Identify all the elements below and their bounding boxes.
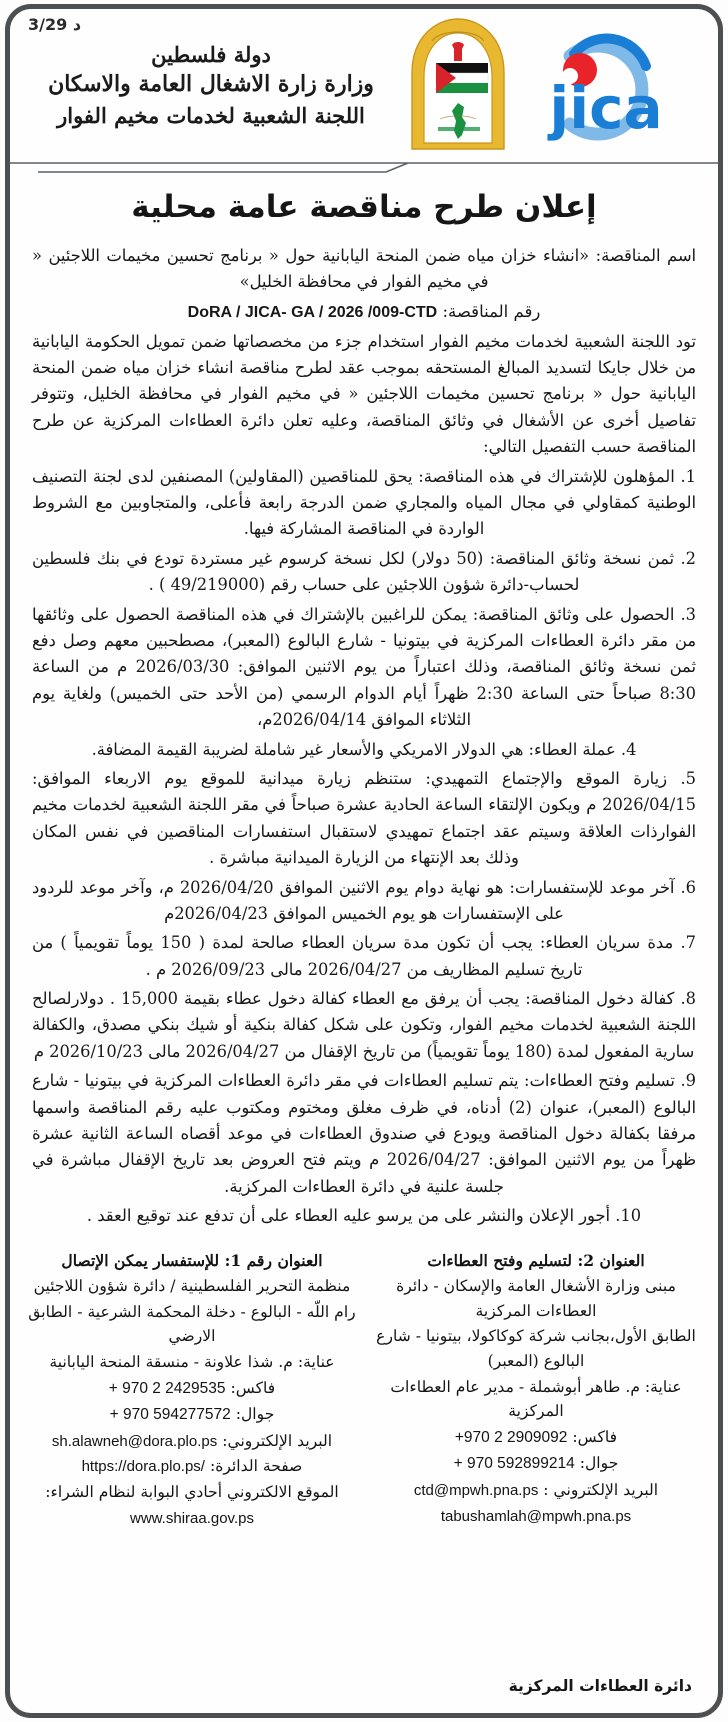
contact2-fax-label: فاكس: [572, 1427, 618, 1446]
contact2-email-value-2[interactable]: tabushamlah@mpwh.pna.ps [440, 1507, 632, 1525]
contact1-portal-value[interactable]: www.shiraa.gov.ps [130, 1509, 254, 1527]
svg-text:jica: jica [549, 74, 663, 142]
tender-number-value: DoRA / JICA- GA / 2026 /009-CTD [187, 303, 438, 321]
contact-address-2 [372, 1249, 700, 1530]
contact1-address: رام اللّه - البالوع - دخلة المحكمة الشرعية - الطابق الارضي [28, 1302, 356, 1346]
clause-10-text: أجور الإعلان والنشر على من يرسو عليه العطاء على أن تدفع عند توقيع العقد . [86, 1206, 611, 1226]
tender-name-label: اسم المناقصة: [595, 246, 696, 265]
contact2-email-value[interactable]: ctd@mpwh.pna.ps [413, 1481, 539, 1499]
plo-emblem-icon [402, 11, 514, 159]
contact-address-1 [28, 1249, 356, 1532]
page-content [10, 9, 718, 1713]
contact1-email [28, 1429, 356, 1454]
contact2-email-label: البريد الإلكتروني : [543, 1480, 659, 1499]
clause-8-number: 8. [680, 989, 696, 1009]
clause-9-text: تسليم وفتح العطاءات: يتم تسليم العطاءات في مقر دائرة العطاءات المركزية في بيتونيا - شارع البالوع (المعبر)، عنوان (2) أدناه، في ظرف مغلق ومختوم ومكتوب عليه رقم المناقصة واسمها مرفقا بكفالة دخول المناقصة ويودع في صندوق العطاءات في موعد أقصاه الساعة الثانية عشرة ظهراً من يوم الاثنين الموافق: 2026/04/27 م ويتم فتح العروض بعد تاريخ الإقفال مباشرة في جلسة علنية في دائرة العطاءات المركزية. [32, 1071, 696, 1196]
page-title: إعلان طرح مناقصة عامة محلية [131, 189, 597, 225]
header-divider [10, 161, 718, 177]
clause-8 [32, 986, 696, 1065]
contact2-fax [372, 1425, 700, 1450]
clause-7 [32, 930, 696, 983]
contact1-portal-value-row [28, 1506, 356, 1531]
clause-6 [32, 875, 696, 928]
contact1-organization: منظمة التحرير الفلسطينية / دائرة شؤون اللاجئين [33, 1277, 351, 1296]
contacts-section [10, 1233, 718, 1532]
contact1-email-label: البريد الإلكتروني: [222, 1431, 333, 1450]
header-ministry-text [18, 40, 398, 131]
clause-3-number: 3. [680, 604, 696, 624]
contact2-mobile-value: + 970 592899214 [453, 1455, 575, 1473]
header-line-ministry: وزارة زارة الاشغال العامة والاسكان [48, 71, 374, 98]
tender-number-label: رقم المناقصة: [442, 301, 541, 321]
clause-1-text: المؤهلون للإشتراك في هذه المناقصة: يحق للمناقصين (المقاولين) المصنفين لدى لجنة التصنيف الوطنية كمقاولي في مجال المياه والمجاري ضمن الدرجة رابعة فأعلى، والمتجاوبين مع الشروط الواردة في المناقصة المشاركة فيها. [32, 466, 696, 539]
clause-5-number: 5. [680, 768, 696, 788]
clause-4-number: 4. [620, 739, 637, 759]
clause-3 [32, 602, 696, 734]
clause-7-number: 7. [680, 933, 696, 953]
contact2-mobile [372, 1451, 700, 1476]
contact1-email-value[interactable]: sh.alawneh@dora.plo.ps [51, 1432, 218, 1450]
contact1-fax [28, 1376, 356, 1401]
tender-number-paragraph [32, 299, 696, 326]
contact2-address: الطابق الأول،بجانب شركة كوكاكولا، بيتونيا - شارع البالوع (المعبر) [376, 1327, 696, 1371]
clause-6-number: 6. [680, 877, 696, 897]
header-line-state: دولة فلسطين [151, 41, 271, 67]
clause-1 [32, 464, 696, 543]
contact1-mobile [28, 1402, 356, 1427]
contact2-heading: العنوان 2: لتسليم وفتح العطاءات [427, 1250, 645, 1270]
contact2-mobile-label: جوال: [579, 1454, 619, 1473]
tender-name-paragraph [32, 243, 696, 296]
clause-9 [32, 1068, 696, 1200]
clause-2-number: 2. [680, 548, 696, 568]
clause-4 [32, 737, 696, 763]
contact1-website [28, 1454, 356, 1479]
page-corner-mark: 3/29 د [28, 15, 82, 34]
clause-3-text: الحصول على وثائق المناقصة: يمكن للراغبين بالإشتراك في هذه المناقصة الحصول على وثائقها من مقر دائرة العطاءات المركزية في بيتونيا - شارع البالوع (المعبر)، مصطحبين معهم وصل دفع ثمن نسخة وثائق المناقصة، وذلك اعتباراً من يوم الاثنين الموافق: 2026/03/30 م من الساعة 8:30 صباحاً حتى الساعة 2:30 ظهراً أيام الدوام الرسمي (من الأحد حتى الخميس) ولغاية يوم الثلاثاء الموافق 2026/04/14م، [32, 604, 696, 730]
clause-2 [32, 546, 696, 599]
footer-department: دائرة العطاءات المركزية [508, 1677, 692, 1695]
contact1-fax-value: + 970 2 2429535 [108, 1379, 226, 1397]
contact2-email2-row [372, 1504, 700, 1529]
clause-7-text: مدة سريان العطاء: يجب أن تكون مدة سريان العطاء صالحة لمدة ( 150 يوماً تقويمياً ) من تاريخ تسليم المظاريف من 2026/04/27 مالى 2026/09/23 م . [32, 933, 674, 979]
contact1-heading: العنوان رقم 1: للإستفسار يمكن الإتصال [61, 1250, 323, 1270]
contact1-fax-label: فاكس: [230, 1378, 276, 1397]
document-header [10, 9, 718, 161]
header-line-committee: اللجنة الشعبية لخدمات مخيم الفوار [57, 102, 365, 128]
contact1-portal-label: الموقع الالكتروني أحادي البوابة لنظام الشراء: [45, 1483, 339, 1502]
clause-4-text: عملة العطاء: هي الدولار الامريكي والأسعار غير شاملة لضريبة القيمة المضافة. [91, 739, 616, 759]
contact1-mobile-value: + 970 594277572 [109, 1406, 231, 1424]
jica-logo-icon [518, 20, 698, 150]
contact2-fax-value: +970 2 2909092 [454, 1428, 568, 1446]
clause-10 [32, 1203, 696, 1229]
document-body [10, 243, 718, 1230]
contact1-website-label: صفحة الدائرة: [209, 1457, 303, 1476]
clause-6-text: آخر موعد للإستفسارات: هو نهاية دوام يوم الاثنين الموافق 2026/04/20 م، وآخر موعد للردود على الإستفسارات هو يوم الخميس الموافق 2026/04/23م [32, 877, 675, 923]
clause-1-number: 1. [680, 466, 696, 486]
contact1-attention: عناية: م. شذا علاونة - منسقة المنحة اليابانية [49, 1353, 335, 1372]
contact2-email [372, 1478, 700, 1503]
clause-10-number: 10. [615, 1206, 642, 1226]
clause-5-text: زيارة الموقع والإجتماع التمهيدي: ستنظم زيارة ميدانية للموقع يوم الاربعاء الموافق: 2026/04/15 م ويكون الإلتقاء الساعة الحادية عشرة صباحاً في مقر اللجنة الشعبية لخدمات مخيم الفوارذات العلاقة وسيتم عقد اجتماع تمهيدي لاستقبال استفسارات المناقصين في نفس المكان وذلك بعد الإنتهاء من الزيارة الميدانية مباشرة . [32, 768, 696, 868]
clause-8-text: كفالة دخول المناقصة: يجب أن يرفق مع العطاء كفالة دخول عطاء بقيمة 15,000 . دولارلصالح اللجنة الشعبية لخدمات مخيم الفوار، وتكون على شكل كفالة بنكية أو شيك بنكي مصدق، والكفالة سارية المفعول لمدة (180 يوماً تقويمياً) من تاريخ الإقفال من 2026/04/27 مالى 2026/10/23 م [32, 989, 696, 1061]
contact2-organization: مبنى وزارة الأشغال العامة والإسكان - دائرة العطاءات المركزية [396, 1277, 676, 1320]
contact1-mobile-label: جوال: [235, 1405, 275, 1424]
intro-paragraph: تود اللجنة الشعبية لخدمات مخيم الفوار استخدام جزء من مخصصاتها ضمن تمويل الحكومة اليابانية من خلال جايكا لتسديد المبالغ المستحقه بموجب عقد لطرح مناقصة انشاء خزان مياه ضمن المنحة اليابانية حول « برنامج تحسين مخيمات اللاجئين « في مخيم الفوار في محافظة الخليل، وتتوفر تفاصيل أخرى عن الأشغال في وثائق المناقصة، وعليه تعلن دائرة العطاءات المركزية عن طرح المناقصة حسب التفصيل التالي: [32, 331, 696, 457]
tender-name-value: «انشاء خزان مياه ضمن المنحة اليابانية حول « برنامج تحسين مخيمات اللاجئين « في مخيم الفوار في محافظة الخليل» [32, 246, 590, 292]
contact2-attention: عناية: م. طاهر أبوشملة - مدير عام العطاءات المركزية [390, 1377, 682, 1421]
contact1-website-value[interactable]: https://dora.plo.ps/ [81, 1458, 205, 1476]
clause-9-number: 9. [680, 1071, 696, 1091]
clause-2-text: ثمن نسخة وثائق المناقصة: (50 دولار) لكل نسخة كرسوم غير مستردة تودع في بنك فلسطين لحساب-دائرة شؤون اللاجئين على حساب رقم (49/219000 ) . [32, 548, 675, 595]
clause-5 [32, 766, 696, 872]
